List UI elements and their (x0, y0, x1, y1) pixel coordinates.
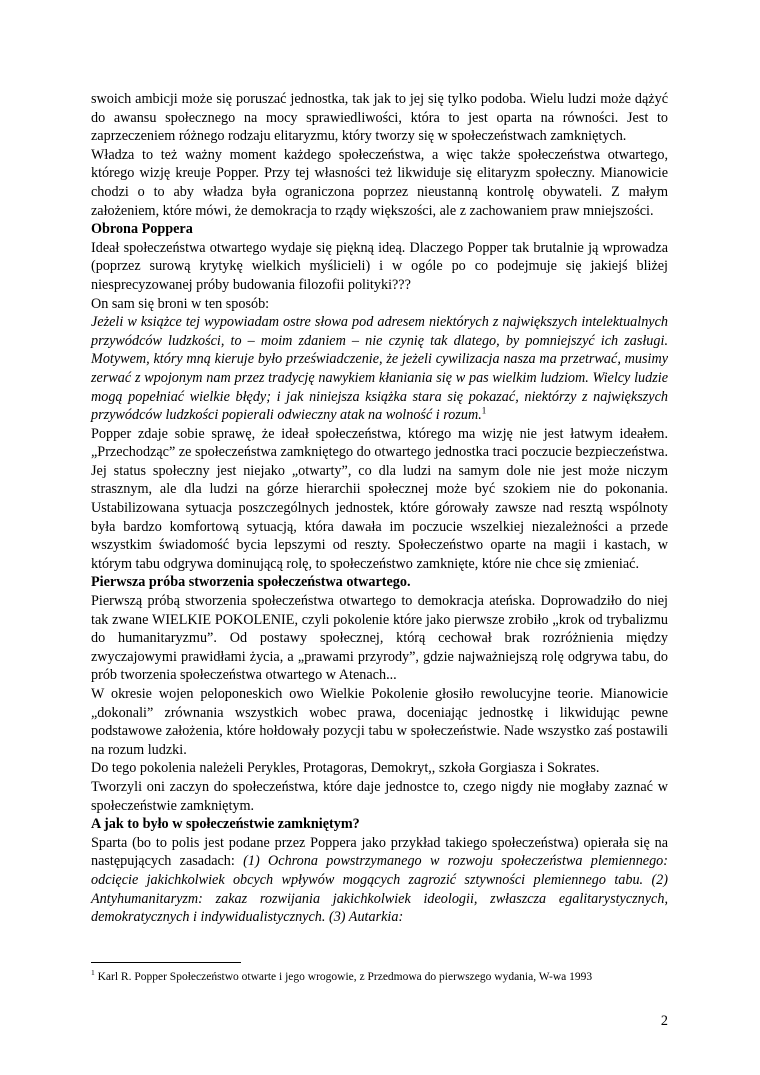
page-body (91, 90, 668, 927)
paragraph-pokolenie: Do tego pokolenia należeli Perykles, Protagoras, Demokryt,, szkoła Gorgiasza i Sokrates. (91, 760, 600, 777)
sparta-principles: (1) Ochrona powstrzymanego w rozwoju społeczeństwa plemiennego: odcięcie jakichkolwiek obcych wpływów mogących zagrozić sztywności plemiennego tabu. (2) Antyhumanitaryzm: zakaz rozwijania jakichkolwiek ideologii, zwłaszcza egalitarystycznych, demokratycznych i indywidualistycznych. (3) Autarkia: (91, 853, 668, 926)
heading-obrona-poppera: Obrona Poppera (91, 221, 193, 238)
footnote-ref[interactable]: 1 (481, 405, 487, 416)
heading-pierwsza-proba: Pierwsza próba stworzenia społeczeństwa otwartego. (91, 574, 411, 591)
paragraph-wladza: Władza to też ważny moment każdego społeczeństwa, a więc także społeczeństwa otwartego, którego wizję kreuje Popper. Przy tej własności też likwiduje się elitaryzm społeczny. Mianowicie chodzi o to aby władza była ograniczona poprzez nieustanną kontrolę obywateli. Z małym założeniem, które mówi, że demokracja to rządy większości, ale z zachowaniem praw mniejszości. (91, 146, 668, 219)
footnote-separator (91, 962, 241, 963)
paragraph-sparta (91, 834, 668, 927)
paragraph-wojny: W okresie wojen peloponeskich owo Wielkie Pokolenie głosiło rewolucyjne teorie. Mianowicie „dokonali” zrównania wszystkich wobec prawa, doceniając jednostkę i likwidując pewne podstawowe założenia, które hołdowały pozycji tabu w społeczeństwie. Nade wszystko zaś postawili na rozum ludzki. (91, 686, 668, 758)
paragraph-ambicje: swoich ambicji może się poruszać jednostka, tak jak to jej się tylko podoba. Wielu ludzi może dążyć do awansu społecznego na mocy sprawiedliwości, która to jest oparta na równości. Jest to zaprzeczeniem różnego rodzaju elitaryzmu, który tworzy się w społeczeństwach zamkniętych. (91, 91, 668, 145)
quote-popper (91, 313, 668, 425)
paragraph-ideal: Ideał społeczeństwa otwartego wydaje się piękną ideą. Dlaczego Popper tak brutalnie ją wprowadza (poprzez surową krytykę wielkich myślicieli) i w ogóle po co podejmuje się jakiejś bliżej niesprecyzowanej próby budowania filozofii polityki??? (91, 239, 668, 293)
paragraph-demokracja: Pierwszą próbą stworzenia społeczeństwa otwartego to demokracja ateńska. Doprowadziło do niej tak zwane WIELKIE POKOLENIE, czyli pokolenie które jako pierwsze zrobiło „krok od trybalizmu do humanitaryzmu”. Od postawy społecznej, którą cechował brak rozróżnienia między zwyczajowymi prawidłami życia, a „prawami przyrody”, gdzie najważniejszą rolę odgrywa tabu, do prób tworzenia społeczeństwa otwartego w Atenach... (91, 593, 668, 684)
page-number: 2 (660, 1013, 668, 1029)
heading-spoleczenstwo-zamkniete: A jak to było w społeczeństwie zamkniętym? (91, 816, 360, 833)
footnote (91, 970, 691, 985)
quote-text: Jeżeli w książce tej wypowiadam ostre słowa pod adresem niektórych z największych intelektualnych przywódców ludzkości, to – moim zdaniem – nie czynię tak dlatego, by pomniejszyć ich zasługi. Motywem, który mną kieruje było przeświadczenie, że jeżeli cywilizacja nasza ma przetrwać, musimy zerwać z wpojonym nam przez tradycję nawykiem kłaniania się w pas wielkim ludziom. Wielcy ludzie mogą popełniać wielkie błędy; i jak niniejsza książka stara się pokazać, niektórzy z największych przywódców ludzkości popierali odwieczny atak na wolność i rozum. (91, 314, 668, 424)
footnote-text: Karl R. Popper Społeczeństwo otwarte i jego wrogowie, z Przedmowa do pierwszego wydania, W-wa 1993 (94, 971, 593, 983)
sparta-intro: Sparta (bo to polis jest podane przez Poppera jako przykład takiego społeczeństwa) opierała się na następujących zasadach: (91, 834, 668, 870)
paragraph-zaczyn: Tworzyli oni zaczyn do społeczeństwa, które daje jednostce to, czego nigdy nie mogłaby zaznać w społeczeństwie zamkniętym. (91, 778, 668, 814)
footnote-mark: 1 (91, 968, 95, 978)
paragraph-popper-zdaje: Popper zdaje sobie sprawę, że ideał społeczeństwa, którego ma wizję nie jest łatwym ideałem. „Przechodząc” ze społeczeństwa zamkniętego do otwartego jednostka traci poczucie bezpieczeństwa. Jej status społeczny jest niejako „otwarty”, co dla ludzi na samym dole nie jest może niczym strasznym, ale dla ludzi na górze hierarchii społecznej może być szokiem nie do pokonania. Ustabilizowana sytuacja poszczególnych jednostek, które górowały zawsze nad resztą wspólnoty była bardzo komfortową sytuacją, która dawała im poczucie wszelkiej niezależności a przede wszystkim świadomość bycia lepszymi od reszty. Społeczeństwo oparte na magii i kastach, w którym tabu odgrywa dominującą rolę, to społeczeństwo zamknięte, które nie chce się zmieniać. (91, 425, 668, 572)
paragraph-on-sam: On sam się broni w ten sposób: (91, 295, 270, 312)
